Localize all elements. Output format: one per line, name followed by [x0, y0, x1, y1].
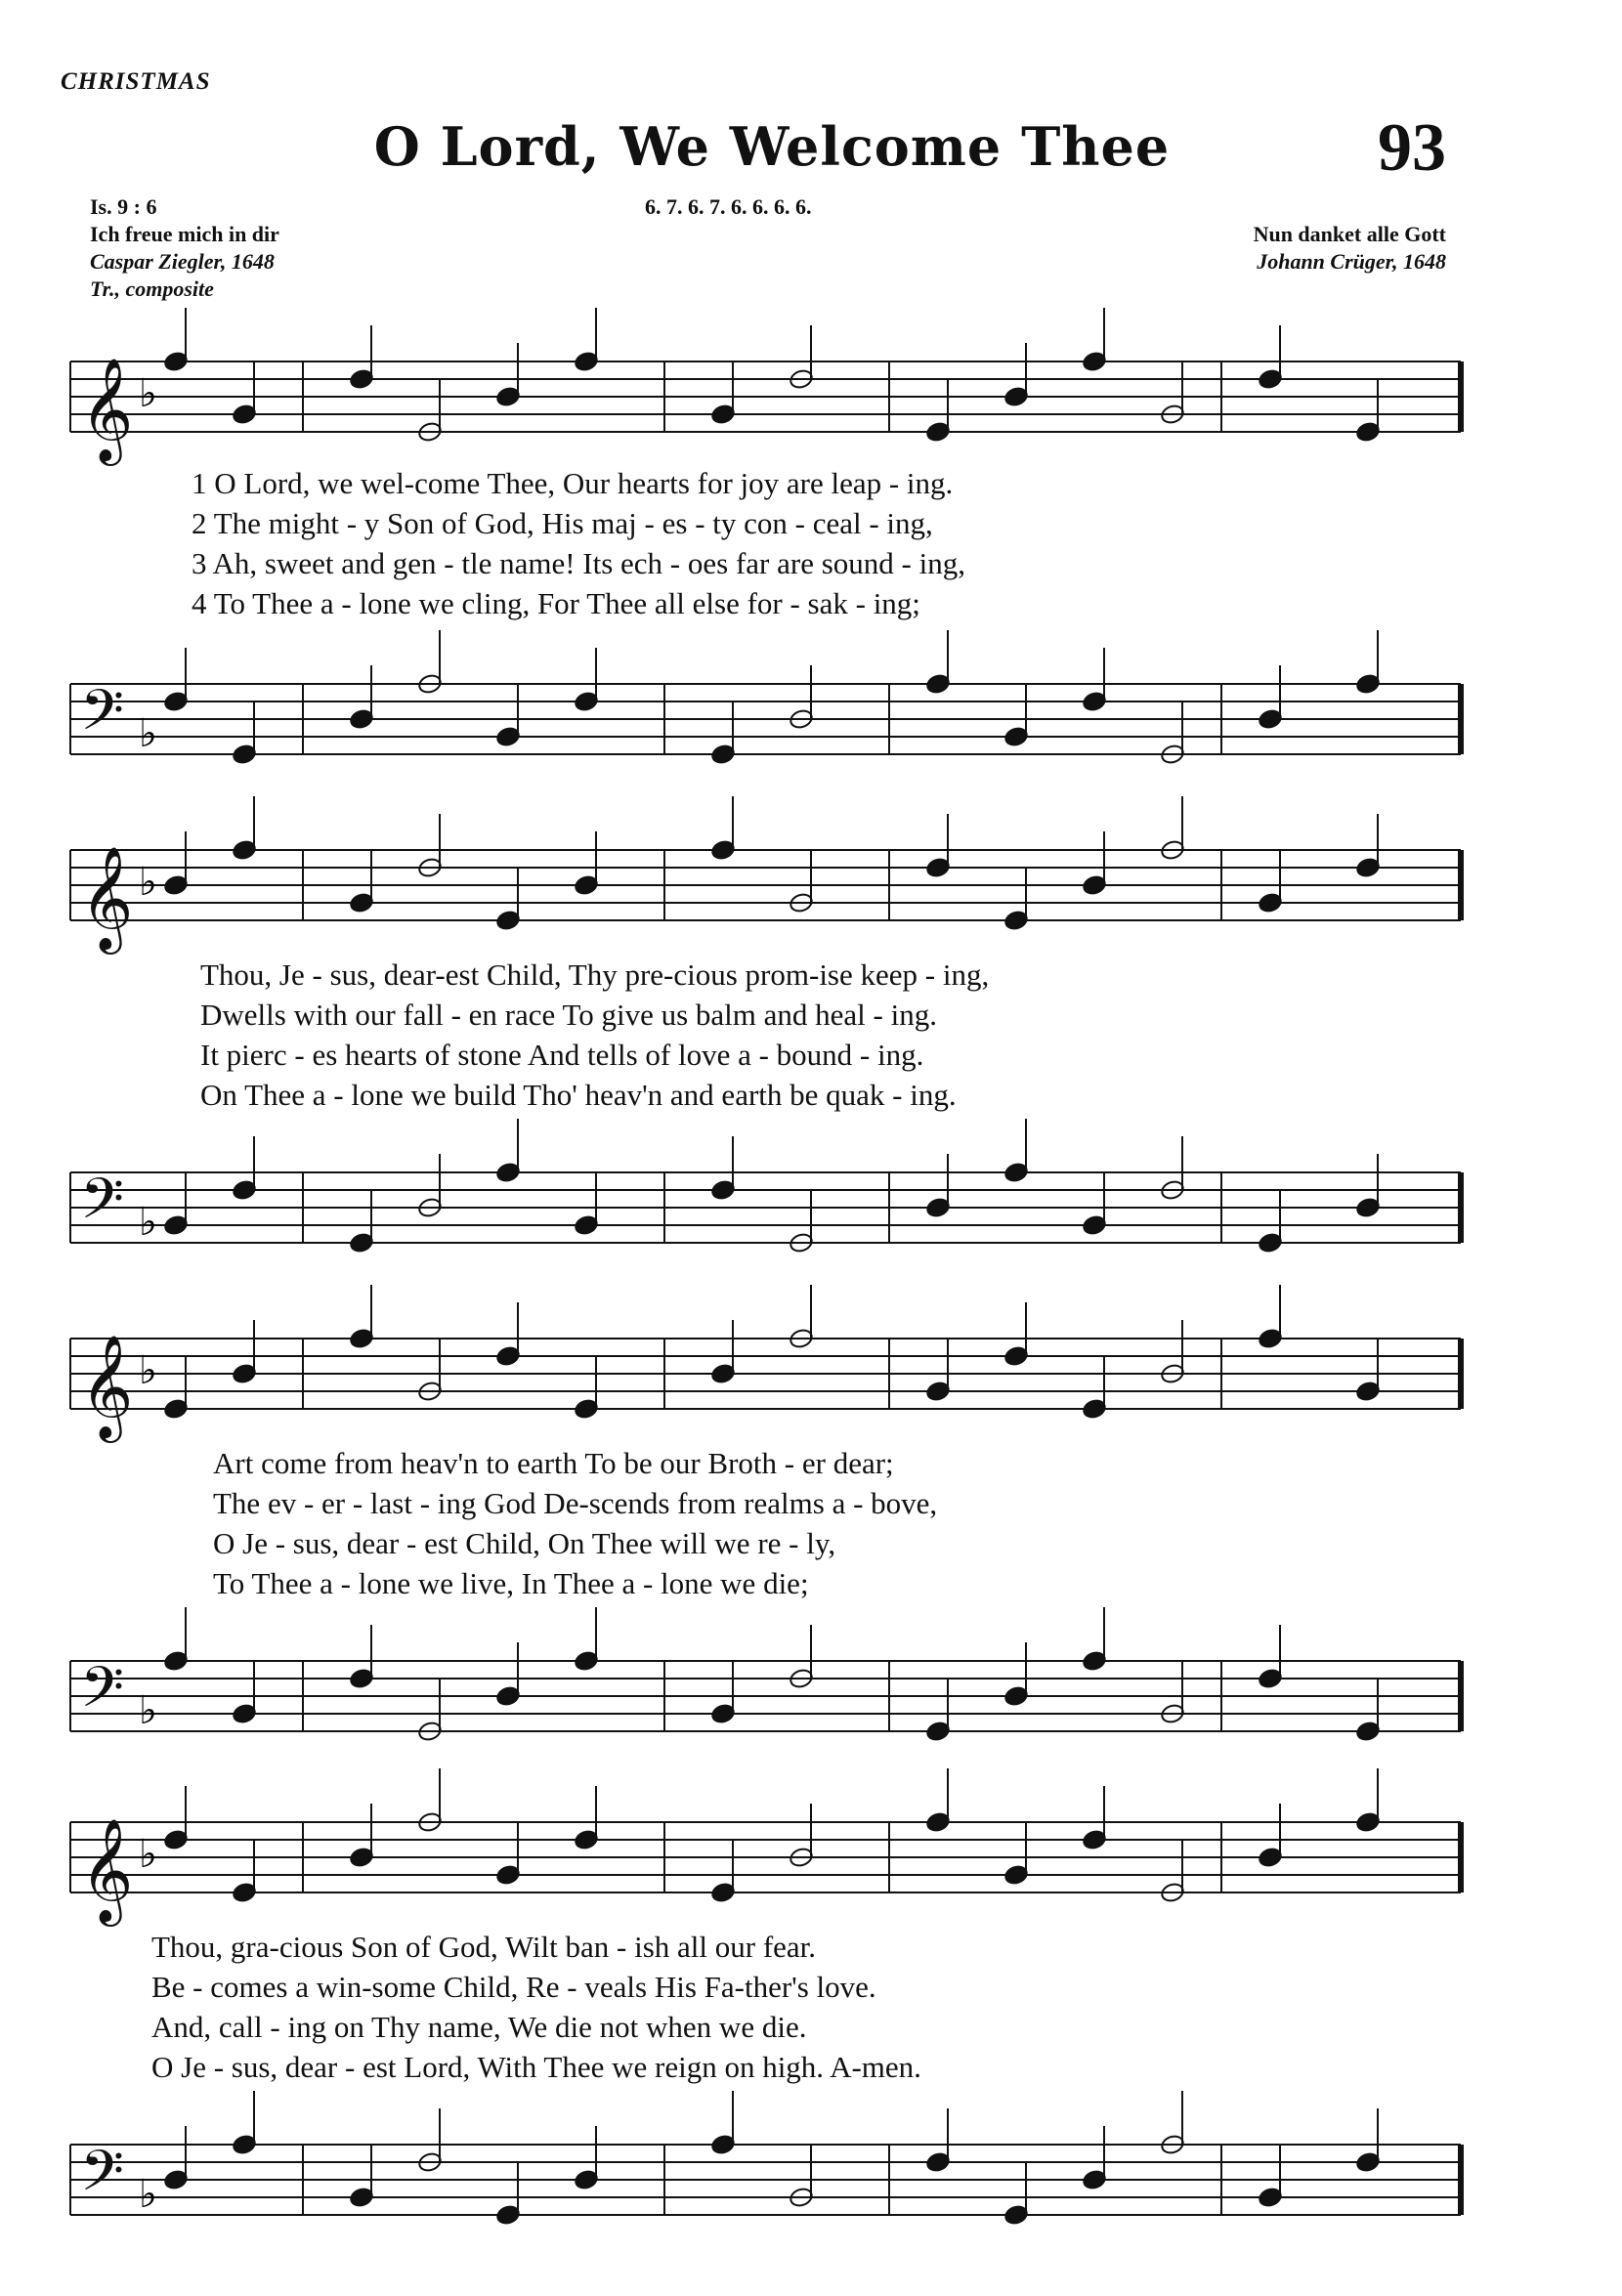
section-label: CHRISTMAS	[61, 68, 211, 95]
verse-1-line-1: 1 O Lord, we wel-come Thee, Our hearts for joy are leap - ing.	[192, 466, 954, 500]
treble-clef-icon: 𝄞	[80, 845, 134, 950]
meter: 6. 7. 6. 7. 6. 6. 6. 6.	[645, 194, 812, 219]
verse-3-line-1: 3 Ah, sweet and gen - tle name! Its ech - oes far are sound - ing,	[192, 546, 965, 580]
bass-clef-icon: 𝄢	[80, 2138, 125, 2218]
verse-3-line-3: O Je - sus, dear - est Child, On Thee will we re - ly,	[213, 1526, 836, 1560]
verse-3-line-4: And, call - ing on Thy name, We die not when we die.	[151, 2010, 807, 2044]
flat-icon: ♭	[139, 1200, 157, 1245]
original-title: Ich freue mich in dir	[90, 222, 279, 246]
verse-2-line-4: Be - comes a win-some Child, Re - veals His Fa-ther's love.	[151, 1970, 876, 2004]
verse-4-line-3: To Thee a - lone we live, In Thee a - lone we die;	[213, 1566, 809, 1600]
verse-1-line-3: Art come from heav'n to earth To be our Broth - er dear;	[213, 1446, 894, 1480]
verse-4-line-2: On Thee a - lone we build Tho' heav'n and earth be quak - ing.	[200, 1078, 957, 1112]
treble-clef-icon: 𝄞	[80, 1334, 134, 1438]
verse-1-line-4: Thou, gra-cious Son of God, Wilt ban - ish all our fear.	[151, 1930, 817, 1964]
author: Caspar Ziegler, 1648	[90, 249, 275, 274]
bass-clef-icon: 𝄢	[80, 1654, 125, 1734]
bass-clef-icon: 𝄢	[80, 1166, 125, 1246]
flat-icon: ♭	[139, 711, 157, 756]
treble-staff-4	[0, 1803, 1485, 1920]
meta-left	[90, 193, 279, 303]
scripture-ref: Is. 9 : 6	[90, 194, 157, 219]
flat-icon: ♭	[139, 860, 157, 905]
verse-3-line-2: It pierc - es hearts of stone And tells of love a - bound - ing.	[200, 1038, 924, 1072]
verse-1-line-2: Thou, Je - sus, dear-est Child, Thy pre-cious prom-ise keep - ing,	[200, 957, 990, 992]
meta-right	[1254, 221, 1446, 276]
treble-clef-icon: 𝄞	[80, 357, 134, 461]
verse-4-line-1: 4 To Thee a - lone we cling, For Thee all else for - sak - ing;	[192, 586, 920, 620]
verse-2-line-3: The ev - er - last - ing God De-scends from realms a - bove,	[213, 1486, 938, 1520]
composer: Johann Crüger, 1648	[1257, 249, 1446, 274]
bass-staff-4	[0, 2125, 1485, 2242]
flat-icon: ♭	[139, 2172, 157, 2217]
hymn-title: O Lord, We Welcome Thee	[373, 115, 1171, 178]
treble-staff-3	[0, 1319, 1485, 1436]
bass-staff-1	[0, 664, 1485, 782]
bass-clef-icon: 𝄢	[80, 677, 125, 757]
verse-4-line-4: O Je - sus, dear - est Lord, With Thee we reign on high. A-men.	[151, 2050, 921, 2084]
verse-2-line-1: 2 The might - y Son of God, His maj - es - ty con - ceal - ing,	[192, 506, 933, 540]
translator: Tr., composite	[90, 276, 214, 301]
hymn-number: 93	[1378, 110, 1446, 186]
treble-staff-2	[0, 830, 1485, 948]
treble-staff-1	[0, 342, 1485, 459]
flat-icon: ♭	[139, 1832, 157, 1877]
treble-clef-icon: 𝄞	[80, 1817, 134, 1922]
bass-staff-2	[0, 1153, 1485, 1270]
verse-2-line-2: Dwells with our fall - en race To give us balm and heal - ing.	[200, 998, 937, 1032]
bass-staff-3	[0, 1641, 1485, 1759]
flat-icon: ♭	[139, 1688, 157, 1733]
flat-icon: ♭	[139, 1348, 157, 1393]
flat-icon: ♭	[139, 371, 157, 416]
tune-name: Nun danket alle Gott	[1253, 222, 1446, 246]
